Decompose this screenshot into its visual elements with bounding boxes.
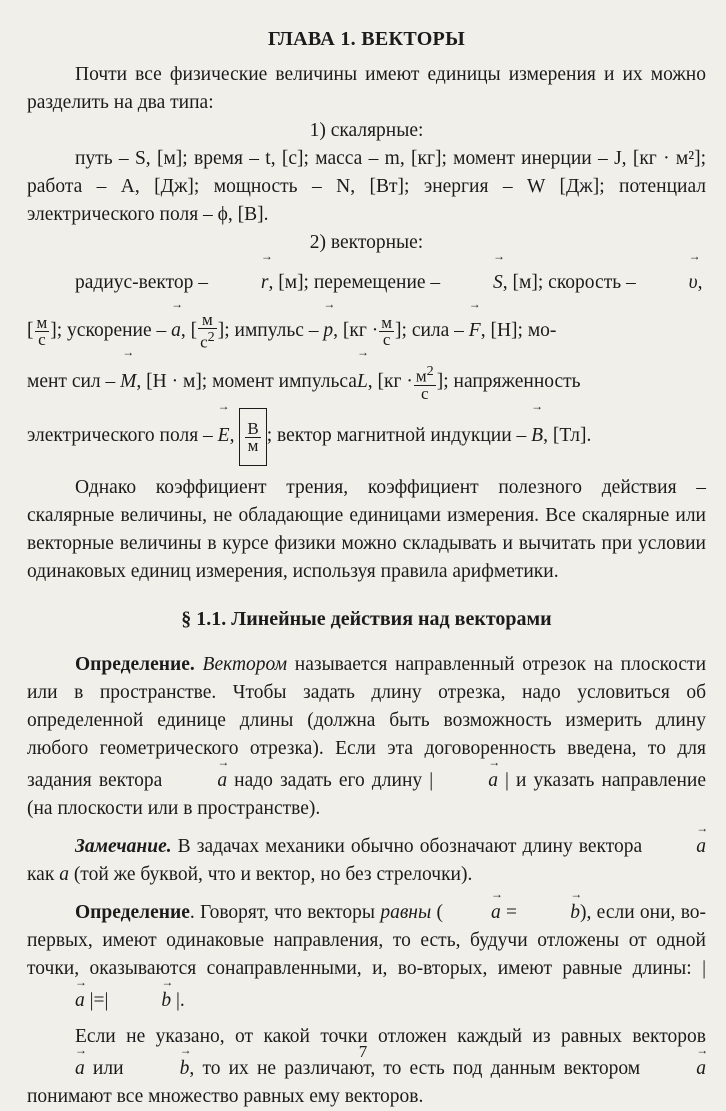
definition-vector: Определение. Вектором называется направленный отрезок на плоскости или в пространстве. Чтобы задать длину отрезка, надо условиться об определенной единице длины (должна быть возможность измерить длину любого геометрического отрезка). Если эта договоренность введена, то для задания вектора → a надо задать его длину | → a | и указать направление (на плоскости или в пространстве). xyxy=(27,653,707,819)
page-number: 7 xyxy=(358,1042,368,1061)
chapter-title: ГЛАВА 1. ВЕКТОРЫ xyxy=(267,28,466,50)
definition-equal-vectors: Определение. Говорят, что векторы равны ( → a = → b), если они, во-первых, имеют одинаковые направления, то есть, будучи отложены от одной точки, оказываются сонаправленными, и, во-вторых, имеют равные длины: | → a |=| → b |. xyxy=(27,886,707,1011)
scalar-heading: 1) скалярные: xyxy=(309,120,424,141)
final-paragraph: Если не указано, от какой точки отложен каждый из равных векторов → a или → b, то их не различают, то есть под данным вектором → a понимают все множество равных ему векторов. xyxy=(27,1025,709,1107)
vector-heading: 2) векторные: xyxy=(309,232,424,253)
vector-line-2: [ $\frac{м}{с}$ ]; ускорение – → a, [ $\frac{м}{с^2}$ ]; импульс – → p, [кг · $\frac{м}{с}$ ]; сила – → F, [Н]; мо- xyxy=(27,297,557,352)
scalar-list: путь – S, [м]; время – t, [с]; масса – m, [кг]; момент инерции – J, [кг · м²]; работа – A, [Дж]; мощность – N, [Вт]; энергия – W [Дж]; потенциал электрического поля – ϕ, [В]. xyxy=(27,148,706,225)
vector-line-4: электрического поля – → E, $\frac{В}{м}$ ; вектор магнитной индукции – → B, [Тл]. xyxy=(27,407,706,466)
remark-paragraph: Замечание. В задачах механики обычно обозначают длину вектора → a как a (той же буквой, что и вектор, но без стрелочки). xyxy=(27,820,709,885)
vector-line-1: радиус-вектор – → r, [м]; перемещение – → S, [м]; скорость – → υ, xyxy=(75,249,703,293)
however-paragraph: Однако коэффициент трения, коэффициент полезного действия – скалярные величины, не обладающие единицами измерения. Все скалярные или векторные величины в курсе физики можно складывать и вычитать при условии одинаковых единиц измерения, используя правила арифметики. xyxy=(27,476,706,582)
section-title: § 1.1. Линейные действия над векторами xyxy=(181,607,552,630)
intro-paragraph: Почти все физические величины имеют единицы измерения и их можно разделить на два типа: xyxy=(27,64,706,113)
vector-line-3: мент сил – → M, [Н · м]; момент импульса → L, [кг · $\frac{м^2}{с}$ ]; напряженность xyxy=(27,345,581,403)
